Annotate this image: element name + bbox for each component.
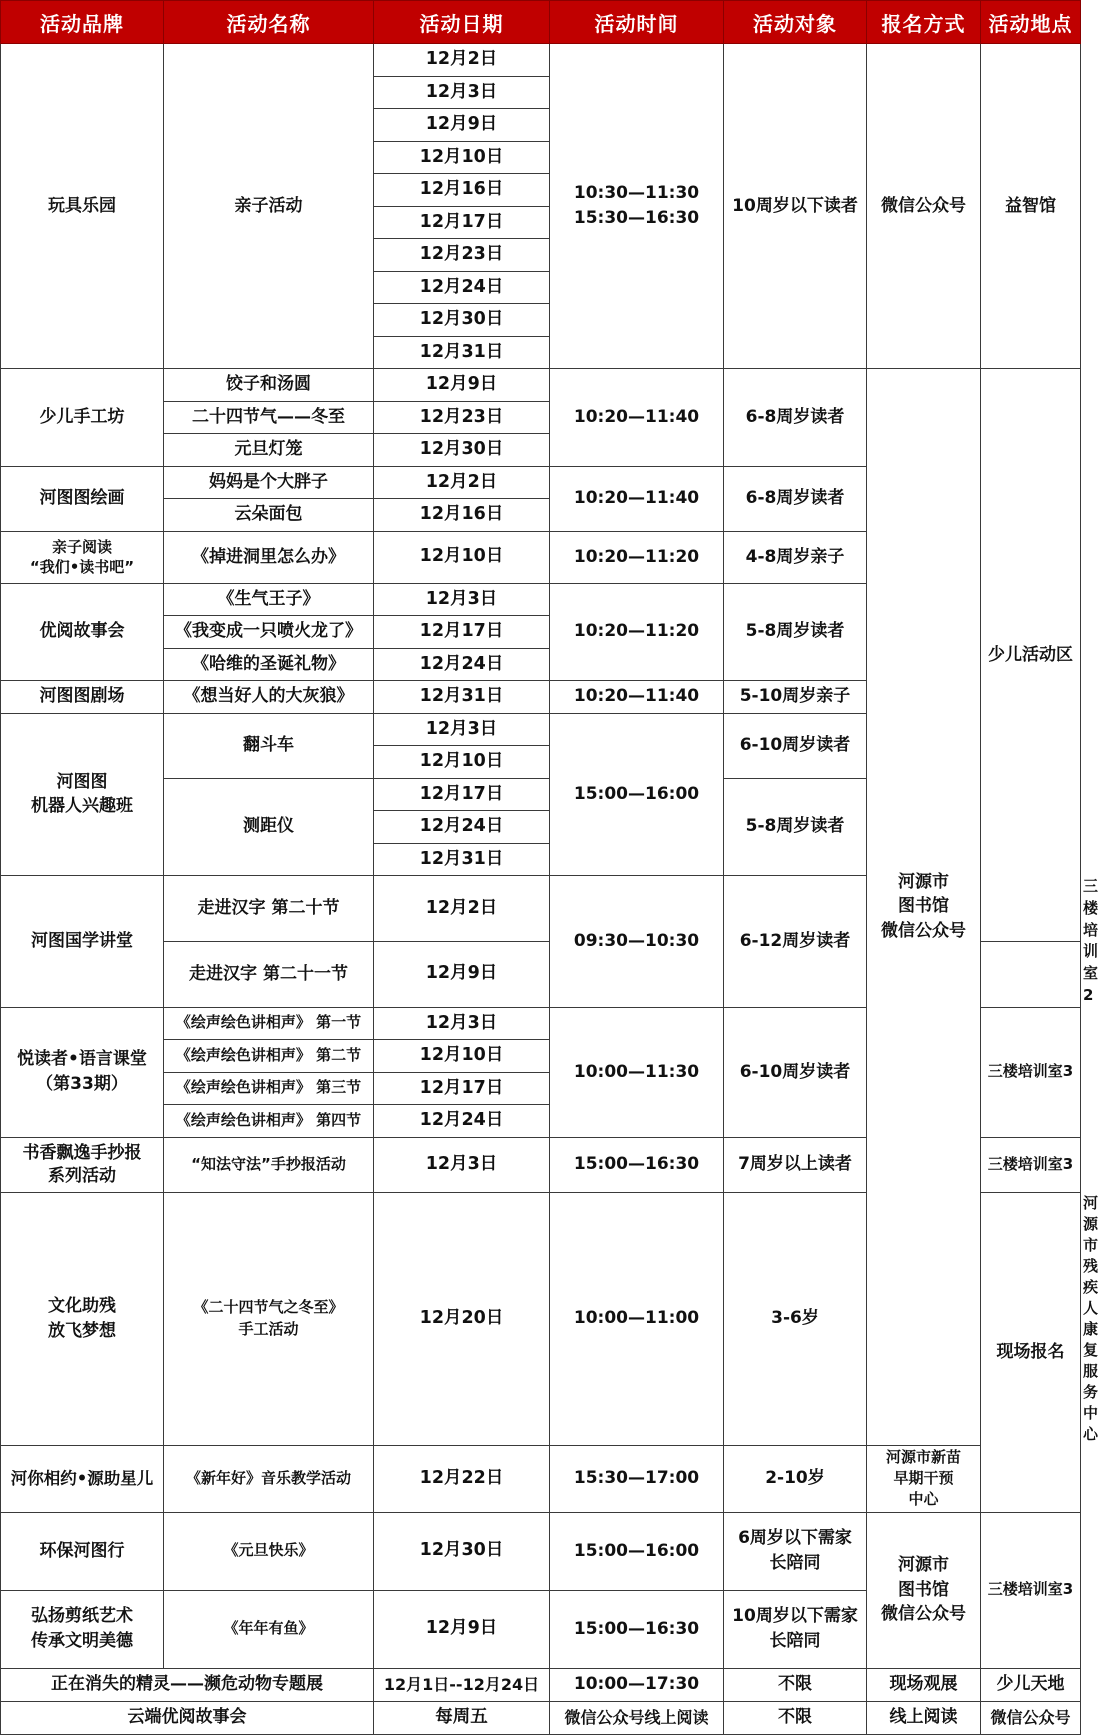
brand-cell (1, 1192, 164, 1445)
brand-line: 悦读者•语言课堂 (17, 1049, 147, 1070)
audience-cell: 6-12周岁读者 (724, 876, 867, 1008)
audience-cell: 4-8周岁亲子 (724, 531, 867, 583)
audience-cell (724, 1590, 867, 1668)
activity-name-cell: 走进汉字 第二十一节 (164, 941, 374, 1007)
date-cell: 每周五 (374, 1701, 550, 1734)
time-cell: 09:30—10:30 (550, 876, 724, 1008)
time-cell: 10:00—11:00 (550, 1192, 724, 1445)
brand-cell: 优阅故事会 (1, 583, 164, 681)
date-cell: 12月2日 (374, 876, 550, 942)
brand-line: 文化助残 (48, 1295, 116, 1316)
time-cell: 10:20—11:20 (550, 583, 724, 681)
activity-name-cell: 《绘声绘色讲相声》 第一节 (164, 1007, 374, 1040)
date-cell: 12月3日 (374, 1137, 550, 1192)
activity-name-cell: 《绘声绘色讲相声》 第四节 (164, 1105, 374, 1138)
date-cell: 12月22日 (374, 1445, 550, 1512)
brand-cell: 环保河图行 (1, 1512, 164, 1590)
audience-cell: 6-8周岁读者 (724, 369, 867, 467)
time-cell: 10:00—11:30 (550, 1007, 724, 1137)
time-cell: 10:20—11:40 (550, 681, 724, 714)
date-cell: 12月30日 (374, 434, 550, 467)
audience-cell: 5-8周岁读者 (724, 778, 867, 876)
activity-name-cell: 《掉进洞里怎么办》 (164, 531, 374, 583)
date-cell: 12月20日 (374, 1192, 550, 1445)
activity-name-cell: 云端优阅故事会 (1, 1701, 374, 1734)
activity-name-cell: 正在消失的精灵——濒危动物专题展 (1, 1668, 374, 1701)
date-cell: 12月30日 (374, 304, 550, 337)
brand-cell: 玩具乐园 (1, 44, 164, 369)
brand-cell: 河图国学讲堂 (1, 876, 164, 1008)
audience-cell: 不限 (724, 1701, 867, 1734)
table-row (1, 1445, 1081, 1512)
table-row: 文化助残 放飞梦想 《二十四节气之冬至》 手工活动 12月20日 10:00—11:00 3-6岁 现场报名 河源市残疾 人康复服务 中心 (1, 1192, 1081, 1445)
signup-cell: 现场报名 (981, 1192, 1081, 1512)
activity-name-cell: 《我变成一只喷火龙了》 (164, 616, 374, 649)
date-cell: 12月17日 (374, 616, 550, 649)
location-cell: 三楼培训室3 (981, 1512, 1081, 1668)
date-cell: 12月3日 (374, 76, 550, 109)
name-line: 手工活动 (238, 1319, 299, 1338)
date-cell: 12月24日 (374, 1105, 550, 1138)
audience-cell: 7周岁以上读者 (724, 1137, 867, 1192)
brand-cell (1, 1007, 164, 1137)
header-audience: 活动对象 (724, 1, 867, 44)
time-cell (550, 44, 724, 369)
time-line: 10:30—11:30 (573, 183, 700, 204)
brand-cell: 河图图绘画 (1, 466, 164, 531)
table-row (1, 1668, 1081, 1701)
date-cell: 12月17日 (374, 206, 550, 239)
audience-cell: 10周岁以下读者 (724, 44, 867, 369)
brand-line: 书香飘逸手抄报 (22, 1142, 142, 1163)
location-cell (867, 1445, 981, 1512)
date-cell: 12月3日 (374, 1007, 550, 1040)
date-cell: 12月3日 (374, 713, 550, 746)
header-signup: 报名方式 (867, 1, 981, 44)
audience-cell (724, 1512, 867, 1590)
date-cell: 12月24日 (374, 811, 550, 844)
date-cell: 12月9日 (374, 1590, 550, 1668)
activity-name-cell (164, 1192, 374, 1445)
time-cell: 微信公众号线上阅读 (550, 1701, 724, 1734)
audience-cell: 5-10周岁亲子 (724, 681, 867, 714)
date-cell: 12月9日 (374, 109, 550, 142)
date-cell: 12月16日 (374, 174, 550, 207)
date-cell: 12月16日 (374, 499, 550, 532)
activity-name-cell: 元旦灯笼 (164, 434, 374, 467)
date-cell: 12月2日 (374, 466, 550, 499)
signup-cell (867, 1512, 981, 1668)
brand-cell: 少儿手工坊 (1, 369, 164, 467)
brand-line: 亲子阅读 (51, 537, 112, 556)
audience-line: 长陪同 (769, 1553, 821, 1573)
signup-line: 微信公众号 (881, 921, 966, 942)
header-location: 活动地点 (981, 1, 1081, 44)
audience-line: 6周岁以下需家 (738, 1528, 852, 1549)
signup-cell: 现场观展 (867, 1668, 981, 1701)
brand-line: （第33期） (36, 1074, 128, 1094)
activity-name-cell: 《年年有鱼》 (164, 1590, 374, 1668)
date-cell: 12月3日 (374, 583, 550, 616)
date-cell: 12月30日 (374, 1512, 550, 1590)
brand-cell (1, 1137, 164, 1192)
brand-line: 系列活动 (48, 1165, 116, 1186)
date-cell: 12月24日 (374, 648, 550, 681)
table-row: 河图国学讲堂 走进汉字 第二十节 12月2日 09:30—10:30 6-12周岁读者 三楼培训室2 (1, 876, 1081, 942)
location-line: 河源市新苗 (885, 1448, 961, 1466)
time-cell: 10:20—11:40 (550, 466, 724, 531)
date-cell: 12月10日 (374, 141, 550, 174)
activity-name-cell: 走进汉字 第二十节 (164, 876, 374, 942)
header-time: 活动时间 (550, 1, 724, 44)
audience-cell: 2-10岁 (724, 1445, 867, 1512)
activity-name-cell: 《想当好人的大灰狼》 (164, 681, 374, 714)
audience-line: 10周岁以下需家 (732, 1606, 858, 1627)
activity-name-cell: 《生气王子》 (164, 583, 374, 616)
time-cell: 15:00—16:30 (550, 1137, 724, 1192)
date-cell: 12月17日 (374, 778, 550, 811)
time-cell: 10:20—11:20 (550, 531, 724, 583)
date-cell: 12月31日 (374, 681, 550, 714)
header-name: 活动名称 (164, 1, 374, 44)
location-cell: 微信公众号 (981, 1701, 1081, 1734)
date-cell: 12月17日 (374, 1072, 550, 1105)
date-cell: 12月9日 (374, 941, 550, 1007)
audience-cell: 6-10周岁读者 (724, 1007, 867, 1137)
audience-cell: 不限 (724, 1668, 867, 1701)
brand-line: 机器人兴趣班 (31, 796, 133, 817)
time-cell: 10:20—11:40 (550, 369, 724, 467)
brand-cell: 河你相约•源助星儿 (1, 1445, 164, 1512)
brand-line: 河图图 (56, 771, 108, 792)
brand-line: 放飞梦想 (48, 1320, 116, 1341)
activity-name-cell: 《元旦快乐》 (164, 1512, 374, 1590)
activity-name-cell: 《新年好》音乐教学活动 (164, 1445, 374, 1512)
signup-line: 图书馆 (898, 1579, 949, 1600)
signup-cell: 微信公众号 (867, 44, 981, 369)
activity-name-cell: 《绘声绘色讲相声》 第二节 (164, 1040, 374, 1073)
date-cell: 12月23日 (374, 401, 550, 434)
header-date: 活动日期 (374, 1, 550, 44)
time-cell: 10:00—17:30 (550, 1668, 724, 1701)
date-cell: 12月10日 (374, 531, 550, 583)
time-cell: 15:30—17:00 (550, 1445, 724, 1512)
location-line: 早期干预 (893, 1469, 954, 1487)
header-brand: 活动品牌 (1, 1, 164, 44)
location-line: 中心 (908, 1490, 939, 1508)
activity-name-cell: 《哈维的圣诞礼物》 (164, 648, 374, 681)
location-cell: 三楼培训室3 (981, 1137, 1081, 1192)
time-line: 15:30—16:30 (573, 208, 700, 228)
activity-name-cell: 云朵面包 (164, 499, 374, 532)
activity-name-cell: 翻斗车 (164, 713, 374, 778)
brand-line: 传承文明美德 (31, 1631, 133, 1651)
time-cell: 15:00—16:00 (550, 1512, 724, 1590)
brand-line: 弘扬剪纸艺术 (31, 1606, 133, 1627)
signup-cell: 线上阅读 (867, 1701, 981, 1734)
audience-cell: 5-8周岁读者 (724, 583, 867, 681)
signup-line: 图书馆 (898, 896, 949, 917)
date-cell: 12月23日 (374, 239, 550, 272)
table-row (1, 369, 1081, 402)
signup-cell (867, 369, 981, 1446)
activity-name-cell: “知法守法”手抄报活动 (164, 1137, 374, 1192)
location-cell: 少儿活动区 (981, 369, 1081, 942)
location-cell: 益智馆 (981, 44, 1081, 369)
brand-cell (1, 713, 164, 876)
brand-cell (1, 531, 164, 583)
date-cell: 12月24日 (374, 271, 550, 304)
signup-line: 河源市 (898, 871, 949, 892)
activity-name-cell: 饺子和汤圆 (164, 369, 374, 402)
location-cell: 三楼培训室3 (981, 1007, 1081, 1137)
name-line: 《二十四节气之冬至》 (193, 1297, 344, 1316)
table-row (1, 1512, 1081, 1590)
signup-line: 河源市 (898, 1555, 949, 1576)
date-cell: 12月2日 (374, 44, 550, 77)
activity-name-cell: 妈妈是个大胖子 (164, 466, 374, 499)
activity-name-cell: 二十四节气——冬至 (164, 401, 374, 434)
date-cell: 12月10日 (374, 1040, 550, 1073)
date-cell: 12月31日 (374, 336, 550, 369)
location-cell: 少儿天地 (981, 1668, 1081, 1701)
activity-name-cell: 测距仪 (164, 778, 374, 876)
activity-name-cell: 亲子活动 (164, 44, 374, 369)
date-cell: 12月10日 (374, 746, 550, 779)
date-cell: 12月1日--12月24日 (374, 1668, 550, 1701)
audience-cell: 6-8周岁读者 (724, 466, 867, 531)
audience-cell: 6-10周岁读者 (724, 713, 867, 778)
brand-cell (1, 1590, 164, 1668)
time-cell: 15:00—16:30 (550, 1590, 724, 1668)
activity-name-cell: 《绘声绘色讲相声》 第三节 (164, 1072, 374, 1105)
signup-line: 微信公众号 (881, 1604, 966, 1625)
date-cell: 12月9日 (374, 369, 550, 402)
brand-cell: 河图图剧场 (1, 681, 164, 714)
audience-line: 长陪同 (769, 1631, 821, 1651)
table-row (1, 1701, 1081, 1734)
date-cell: 12月31日 (374, 843, 550, 876)
time-cell: 15:00—16:00 (550, 713, 724, 876)
audience-cell: 3-6岁 (724, 1192, 867, 1445)
header-row (1, 1, 1081, 44)
table-row (1, 44, 1081, 77)
brand-line: “我们•读书吧” (29, 558, 135, 576)
